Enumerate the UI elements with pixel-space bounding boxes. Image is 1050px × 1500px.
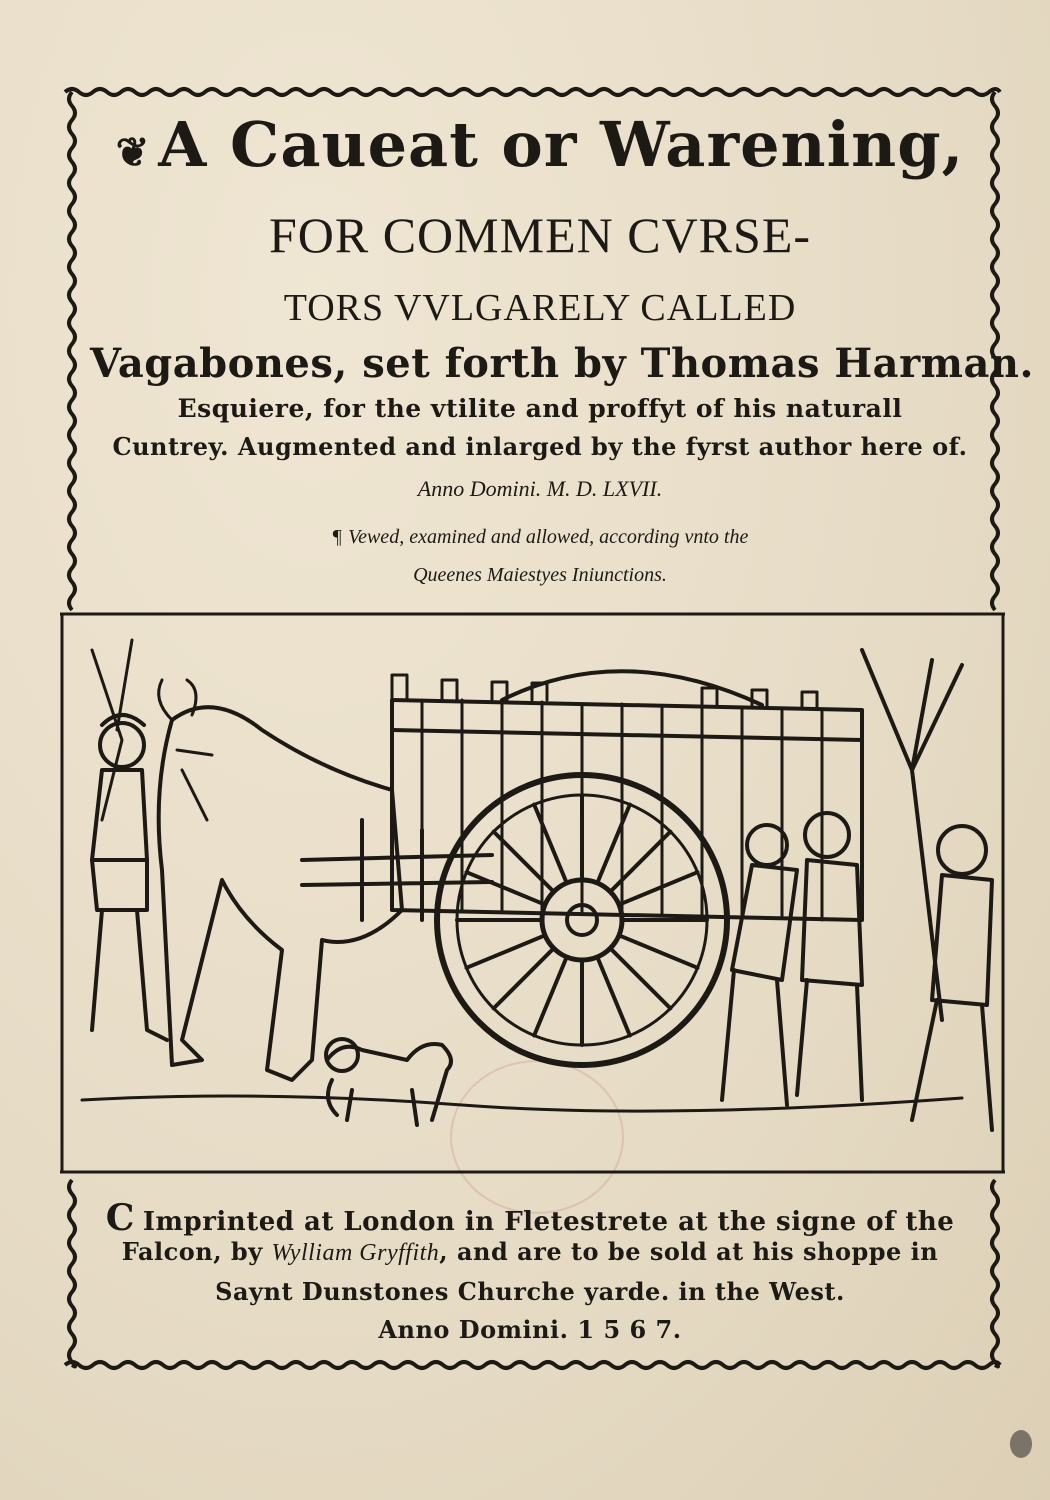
wavy-border-segment — [69, 1180, 75, 1366]
ground-line — [82, 1096, 962, 1111]
woodcut-illustration — [62, 620, 1004, 1170]
title-block — [90, 88, 1034, 613]
license-line-2: Queenes Maiestyes Iniunctions. — [413, 564, 667, 586]
wavy-border-segment — [992, 1180, 998, 1366]
printer-name: Wylliam Gryffith — [271, 1240, 440, 1266]
main-title: ❦ A Caueat or Warening, — [115, 108, 965, 181]
wheel-spoke — [597, 805, 630, 884]
imprint-block — [80, 1185, 980, 1345]
wheel-spoke — [619, 935, 698, 968]
wheel-spoke — [467, 935, 546, 968]
imprint-line-2: Falcon, by Wylliam Gryffith, and are to be sold at his shoppe in — [121, 1237, 939, 1266]
pitchfork — [862, 650, 962, 1020]
date-line: Anno Domini. M. D. LXVII. — [417, 476, 663, 501]
imprint-line-1: C Imprinted at London in Fletestrete at the signe of the — [105, 1197, 955, 1239]
horse — [159, 680, 402, 1080]
dog — [326, 1039, 451, 1125]
imprint-line-3: Saynt Dunstones Churche yarde. in the West. — [215, 1277, 845, 1306]
fleuron-icon: ❦ — [115, 129, 151, 176]
author-line: Vagabones, set forth by Thomas Harman. — [90, 340, 1034, 387]
imprint-date: Anno Domini. 1 5 6 7. — [378, 1315, 682, 1344]
pilcrow-icon: ¶ — [331, 526, 343, 548]
cart-wheel — [437, 775, 727, 1065]
license-line-1: ¶ Vewed, examined and allowed, according vnto the — [331, 526, 749, 548]
wavy-border-segment — [65, 1362, 1000, 1368]
purpose-line: Esquiere, for the vtilite and proffyt of his naturall — [177, 394, 903, 423]
subtitle-line-1: FOR COMMEN CVRSE- — [268, 207, 812, 263]
subtitle-line-2: TORS VVLGARELY CALLED — [283, 287, 797, 329]
wheel-spoke — [467, 872, 546, 905]
wheel-spoke — [619, 872, 698, 905]
initial-capital: C — [105, 1197, 135, 1239]
wheel-spoke — [534, 805, 567, 884]
man-left — [92, 715, 167, 1040]
wheel-spoke — [534, 957, 567, 1036]
wheel-spoke — [494, 948, 554, 1008]
wheel-spoke — [597, 957, 630, 1036]
wheel-spoke — [610, 948, 670, 1008]
augmented-line: Cuntrey. Augmented and inlarged by the fyrst author here of. — [112, 432, 968, 461]
wavy-border-segment — [69, 92, 75, 610]
